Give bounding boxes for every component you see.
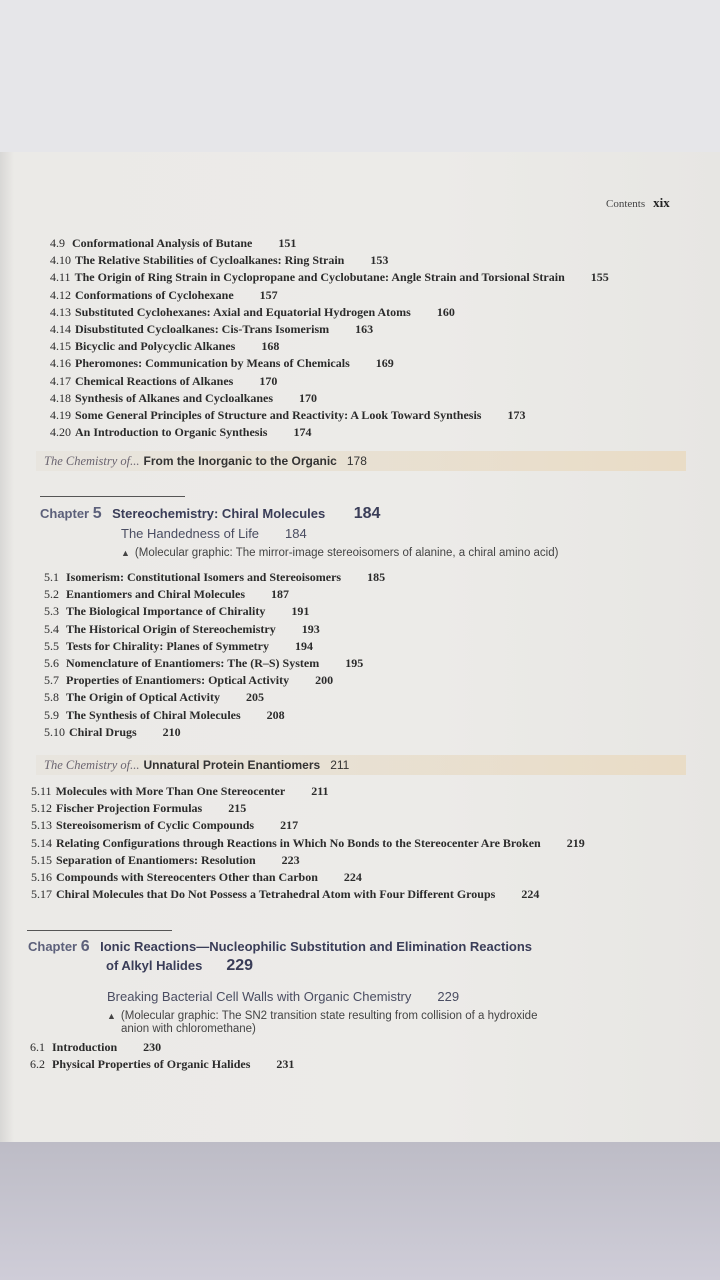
entry-num: 4.11 — [50, 270, 71, 285]
entry-title: Stereoisomerism of Cyclic Compounds — [56, 818, 255, 833]
entry-page: 174 — [293, 425, 312, 440]
toc-entry — [31, 835, 585, 852]
toc-entry — [30, 1056, 294, 1073]
chapter-5-graphic-caption: ▲ (Molecular graphic: The mirror-image stereoisomers of alanine, a chiral amino acid) — [121, 547, 559, 559]
toc-entry — [31, 800, 585, 817]
entry-num: 5.13 — [31, 818, 52, 833]
entry-page: 153 — [370, 253, 389, 268]
toc-entry — [31, 886, 585, 903]
chapter-5-section-list-b — [31, 783, 585, 903]
chapter-6-subtitle: Breaking Bacterial Cell Walls with Organic Chemistry 229 — [107, 989, 460, 1004]
entry-title: Substituted Cyclohexanes: Axial and Equatorial Hydrogen Atoms — [75, 304, 411, 319]
chapter-label: Chapter 6 — [28, 938, 90, 955]
toc-entry — [50, 390, 609, 407]
running-head — [606, 195, 670, 211]
entry-page: 215 — [228, 801, 247, 816]
entry-num: 4.15 — [50, 339, 71, 354]
entry-page: 157 — [259, 287, 278, 302]
toc-entry — [44, 672, 385, 689]
entry-page: 191 — [291, 604, 310, 619]
toc-entry — [44, 621, 385, 638]
entry-title: The Relative Stabilities of Cycloalkanes: Ring Strain — [75, 253, 345, 268]
chapter-title: Stereochemistry: Chiral Molecules — [112, 506, 326, 521]
entry-num: 6.1 — [30, 1040, 45, 1054]
entry-title: Disubstituted Cycloalkanes: Cis-Trans Isomerism — [75, 321, 330, 336]
entry-page: 160 — [436, 304, 455, 319]
toc-entry — [50, 373, 609, 390]
entry-page: 169 — [375, 356, 394, 371]
entry-title: Pheromones: Communication by Means of Chemicals — [75, 356, 350, 371]
chemistry-of-band — [36, 755, 686, 775]
entry-title: Chemical Reactions of Alkanes — [75, 373, 234, 388]
chapter-divider — [27, 930, 172, 931]
toc-entry — [50, 424, 609, 441]
entry-page: 231 — [276, 1057, 295, 1072]
entry-num: 5.4 — [44, 621, 59, 636]
band-title: From the Inorganic to the Organic — [143, 454, 337, 468]
toc-entry — [50, 287, 609, 304]
entry-num: 4.16 — [50, 356, 71, 371]
entry-num: 4.14 — [50, 321, 71, 336]
entry-num: 5.14 — [31, 835, 52, 850]
entry-page: 170 — [259, 373, 278, 388]
toc-entry — [44, 707, 385, 724]
toc-entry — [50, 321, 609, 338]
entry-page: 208 — [266, 707, 285, 722]
chapter-title-line-1: Ionic Reactions—Nucleophilic Substitution and Elimination Reactions — [100, 939, 533, 954]
toc-entry — [50, 338, 609, 355]
entry-title: Tests for Chirality: Planes of Symmetry — [66, 638, 269, 653]
toc-entry — [50, 407, 609, 424]
entry-title: Properties of Enantiomers: Optical Activity — [66, 673, 290, 688]
chapter-5-subtitle: The Handedness of Life 184 — [121, 526, 307, 541]
entry-title: Synthesis of Alkanes and Cycloalkanes — [75, 390, 274, 405]
entry-num: 5.6 — [44, 655, 59, 670]
entry-num: 5.9 — [44, 707, 59, 722]
chapter-5-section-list-a — [44, 569, 385, 741]
triangle-icon: ▲ — [107, 1011, 116, 1021]
entry-page: 224 — [521, 887, 540, 902]
entry-page: 224 — [343, 869, 362, 884]
entry-num: 5.11 — [31, 784, 52, 798]
entry-page: 187 — [271, 587, 289, 602]
entry-title: Bicyclic and Polycyclic Alkanes — [75, 339, 236, 354]
entry-title: Separation of Enantiomers: Resolution — [56, 852, 256, 867]
toc-entry — [30, 1039, 294, 1056]
entry-title: Molecules with More Than One Stereocenter — [55, 784, 286, 798]
entry-page: 168 — [261, 339, 280, 354]
band-page: 178 — [346, 454, 367, 468]
band-title: Unnatural Protein Enantiomers — [143, 758, 321, 772]
entry-num: 5.15 — [31, 852, 52, 867]
entry-title: Conformational Analysis of Butane — [72, 236, 253, 250]
toc-entry — [31, 852, 585, 869]
entry-num: 5.5 — [44, 638, 59, 653]
entry-title: Nomenclature of Enantiomers: The (R–S) System — [66, 655, 320, 670]
entry-num: 5.17 — [31, 887, 52, 902]
entry-num: 4.12 — [50, 287, 71, 302]
entry-num: 5.2 — [44, 587, 59, 602]
entry-page: 217 — [280, 818, 299, 833]
triangle-icon: ▲ — [121, 548, 130, 558]
entry-num: 5.1 — [44, 570, 59, 584]
background-surface — [0, 1142, 720, 1280]
toc-entry — [44, 724, 385, 741]
toc-entry — [31, 869, 585, 886]
chapter-title-line-2: of Alkyl Halides — [106, 958, 203, 973]
band-prefix: The Chemistry of... — [44, 454, 140, 468]
entry-num: 4.17 — [50, 373, 71, 388]
entry-page: 205 — [246, 690, 264, 705]
toc-entry — [44, 603, 385, 620]
entry-num: 4.20 — [50, 425, 71, 440]
chapter-label: Chapter 5 — [40, 505, 102, 522]
band-page: 211 — [330, 758, 350, 772]
toc-entry — [50, 252, 609, 269]
toc-entry — [31, 783, 585, 800]
entry-page: 200 — [315, 673, 334, 688]
chapter-6-heading — [28, 938, 532, 975]
entry-page: 170 — [299, 390, 318, 405]
entry-title: The Biological Importance of Chirality — [66, 604, 266, 619]
entry-title: The Historical Origin of Stereochemistry — [66, 621, 276, 636]
entry-num: 5.12 — [31, 801, 52, 816]
entry-page: 230 — [143, 1040, 162, 1054]
entry-num: 4.13 — [50, 304, 71, 319]
toc-entry — [44, 655, 385, 672]
entry-num: 4.9 — [50, 236, 65, 250]
entry-title: Chiral Molecules that Do Not Possess a Tetrahedral Atom with Four Different Groups — [56, 887, 496, 902]
chapter-6-graphic-caption: ▲ (Molecular graphic: The SN2 transition state resulting from collision of a hydroxide anion with chloromethane) — [107, 1010, 538, 1035]
entry-num: 5.7 — [44, 673, 59, 688]
page-number: xix — [653, 195, 670, 210]
entry-page: 223 — [281, 852, 300, 867]
chemistry-of-band — [36, 451, 686, 471]
running-head-label: Contents — [606, 198, 646, 210]
entry-num: 4.10 — [50, 253, 71, 268]
toc-entry — [50, 355, 609, 372]
entry-title: Chiral Drugs — [69, 724, 137, 739]
chapter-5-heading — [40, 505, 380, 523]
band-prefix: The Chemistry of... — [44, 758, 140, 772]
chapter-page: 229 — [226, 957, 254, 974]
entry-title: The Origin of Optical Activity — [66, 690, 220, 705]
toc-entry — [44, 586, 385, 603]
entry-title: Introduction — [52, 1040, 118, 1054]
chapter-divider — [40, 496, 185, 497]
entry-num: 5.8 — [44, 690, 59, 705]
entry-page: 151 — [278, 236, 297, 250]
entry-num: 5.10 — [44, 724, 65, 739]
entry-num: 5.16 — [31, 869, 52, 884]
chapter-page: 184 — [353, 505, 381, 522]
entry-page: 155 — [590, 270, 609, 285]
entry-title: Conformations of Cyclohexane — [75, 287, 234, 302]
entry-title: Isomerism: Constitutional Isomers and Stereoisomers — [66, 570, 342, 584]
entry-page: 185 — [367, 570, 386, 584]
entry-page: 163 — [355, 321, 374, 336]
entry-page: 195 — [345, 655, 364, 670]
toc-entry — [44, 638, 385, 655]
toc-entry — [50, 269, 609, 286]
entry-title: Enantiomers and Chiral Molecules — [66, 587, 245, 602]
entry-title: Relating Configurations through Reactions in Which No Bonds to the Stereocenter Are Broken — [56, 835, 541, 850]
entry-page: 211 — [311, 784, 329, 798]
entry-num: 6.2 — [30, 1057, 45, 1072]
toc-entry — [50, 235, 609, 252]
entry-title: The Synthesis of Chiral Molecules — [66, 707, 241, 722]
entry-title: The Origin of Ring Strain in Cyclopropane and Cyclobutane: Angle Strain and Torsional Strain — [74, 270, 565, 285]
entry-title: Fischer Projection Formulas — [56, 801, 203, 816]
entry-num: 4.19 — [50, 407, 71, 422]
entry-num: 4.18 — [50, 390, 71, 405]
entry-page: 173 — [507, 407, 526, 422]
chapter-6-section-list — [30, 1039, 294, 1073]
entry-page: 193 — [301, 621, 320, 636]
entry-page: 210 — [162, 724, 181, 739]
toc-entry — [44, 689, 385, 706]
entry-num: 5.3 — [44, 604, 59, 619]
chapter-4-section-list — [50, 235, 609, 441]
entry-page: 194 — [294, 638, 313, 653]
toc-entry — [31, 817, 585, 834]
toc-entry — [50, 304, 609, 321]
toc-entry — [44, 569, 385, 586]
entry-title: An Introduction to Organic Synthesis — [75, 425, 268, 440]
entry-title: Compounds with Stereocenters Other than Carbon — [56, 869, 318, 884]
entry-title: Some General Principles of Structure and Reactivity: A Look Toward Synthesis — [75, 407, 482, 422]
entry-page: 219 — [566, 835, 585, 850]
entry-title: Physical Properties of Organic Halides — [52, 1057, 251, 1072]
